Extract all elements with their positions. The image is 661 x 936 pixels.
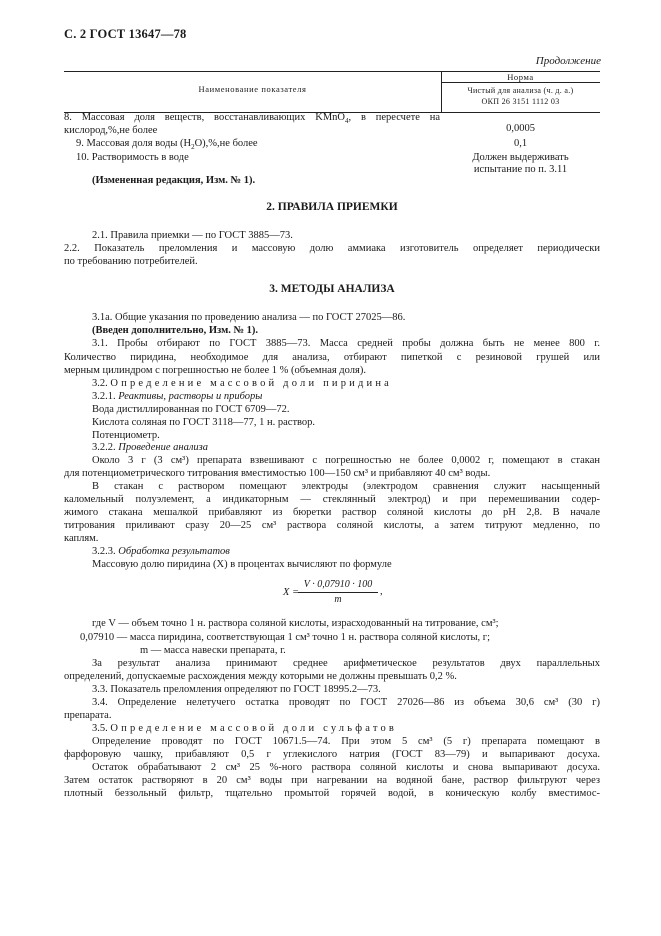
reagent-line: Потенциометр. (92, 430, 160, 441)
formula-comma: , (380, 586, 383, 597)
paragraph: 3.1. Пробы отбирают по ГОСТ 3885—73. Масса средней пробы должна быть не менее 800 г. (92, 338, 600, 349)
paragraph: каломельный полуэлемент, а индикаторным — стеклянный электрод) и при перемешивании содер- (64, 494, 600, 505)
subsection-heading (92, 377, 392, 391)
paragraph: Массовую долю пиридина (X) в процентах вычисляют по формуле (92, 559, 392, 570)
row-norm-line2: испытание по п. 3.11 (473, 164, 568, 175)
continuation-label: Продолжение (535, 55, 601, 67)
amendment-note: (Измененная редакция, Изм. № 1). (92, 175, 256, 186)
subsection-heading (92, 441, 208, 455)
subsection-title: Реактивы, растворы и приборы (118, 391, 263, 402)
paragraph: фарфоровую чашку, прибавляют 0,5 г углекислого натрия (ГОСТ 83—79) и выпаривают досуха. (64, 749, 600, 760)
subsection-number: 3.5. (92, 723, 108, 734)
col-grade-header: Чистый для анализа (ч. д. а.) (467, 86, 574, 95)
paragraph: плотный беззольный фильтр, тщательно промытой горячей водой, в коническую колбу вместимос- (64, 788, 600, 799)
table-divider (441, 82, 600, 83)
formula-numerator: V · 0,07910 · 100 (303, 579, 373, 590)
row-norm-line1: Должен выдерживать (472, 152, 569, 163)
section-title: 3. МЕТОДЫ АНАЛИЗА (269, 283, 395, 295)
col-name-header: Наименование показателя (198, 84, 307, 94)
subsection-number: 3.2.3. (92, 546, 116, 557)
subsection-title: Определение массовой доли пиридина (110, 378, 393, 389)
paragraph: по требованию потребителей. (64, 256, 198, 267)
paragraph: За результат анализа принимают среднее арифметическое результатов двух параллельных (92, 658, 600, 669)
where-line: 0,07910 — масса пиридина, соответствующая 1 см³ точно 1 н. раствора соляной кислоты, г; (80, 632, 491, 643)
paragraph: 3.3. Показатель преломления определяют по ГОСТ 18995.2—73. (92, 684, 381, 695)
paragraph: 3.4. Определение нелетучего остатка проводят по ГОСТ 27026—86 из объема 30,6 см³ (30 г) (92, 697, 600, 708)
formula-lhs: X = (283, 587, 300, 598)
subsection-title: Проведение анализа (118, 442, 209, 453)
row-label: 8. Массовая доля веществ, восстанавливающих KMnO (64, 112, 345, 123)
subsection-heading (92, 390, 262, 404)
row-norm: 0,1 (513, 138, 528, 149)
subsection-number: 3.2. (92, 378, 108, 389)
paragraph: определений, допускаемые расхождения между которыми не должны превышать 0,2 %. (64, 671, 457, 682)
paragraph: 2.1. Правила приемки — по ГОСТ 3885—73. (92, 230, 293, 241)
paragraph: Остаток обрабатывают 2 см³ 25 %-ного раствора соляной кислоты и снова выпаривают досуха. (92, 762, 600, 773)
formula-denominator: m (334, 594, 342, 605)
formula-bar (298, 592, 378, 593)
where-line: m — масса навески препарата, г. (140, 645, 286, 656)
paragraph: титрования приливают сразу 20—25 см³ раствора соляной кислоты, а затем титруют медленно, по (64, 520, 600, 531)
reagent-line: Кислота соляная по ГОСТ 3118—77, 1 н. раствор. (92, 417, 316, 428)
subsection-title: Определение массовой доли сульфатов (110, 723, 398, 734)
amendment-note: (Введен дополнительно, Изм. № 1). (92, 325, 259, 336)
paragraph: Затем остаток растворяют в 20 см³ воды при нагревании на водяной бане, раствор фильтруют через (64, 775, 600, 786)
paragraph: каплям. (64, 533, 99, 544)
paragraph: 2.2. Показатель преломления и массовую долю аммиака изготовитель определяет периодически (64, 243, 600, 254)
paragraph: препарата. (64, 710, 112, 721)
section-title: 2. ПРАВИЛА ПРИЕМКИ (266, 201, 398, 213)
table-row-label: 10. Растворимость в воде (76, 152, 189, 163)
row-norm: 0,0005 (506, 123, 535, 134)
paragraph: 3.1а. Общие указания по проведению анализа — по ГОСТ 27025—86. (92, 312, 406, 323)
paragraph: жимого стакана мешалкой прибавляют из бюретки раствор соляной кислоты до pH 2,8. В начале (64, 507, 600, 518)
col-okp-header: ОКП 26 3151 1112 03 (481, 97, 560, 106)
row-label-line2: кислород,%,не более (64, 125, 158, 136)
paragraph: для потенциометрического титрования вместимостью 100—150 см³ и прибавляют 40 см³ воды. (64, 468, 491, 479)
subsection-number: 3.2.2. (92, 442, 116, 453)
col-norm-header: Норма (507, 72, 534, 82)
where-line: где V — объем точно 1 н. раствора соляной кислоты, израсходованный на титрование, см³; (92, 618, 499, 629)
paragraph: Около 3 г (3 см³) препарата взвешивают с погрешностью не более 0,0002 г, помещают в стакан (92, 455, 600, 466)
row-label: 9. Массовая доля воды (H (76, 138, 192, 149)
spec-table-header (64, 71, 600, 113)
paragraph: мерным цилиндром с погрешностью не более 1 % (объемная доля). (64, 365, 366, 376)
subsection-heading (92, 722, 397, 736)
subsection-heading (92, 545, 230, 559)
subsection-number: 3.2.1. (92, 391, 116, 402)
row-label-tail: , в пересчете на (348, 112, 440, 123)
page-title: С. 2 ГОСТ 13647—78 (64, 27, 187, 41)
reagent-line: Вода дистиллированная по ГОСТ 6709—72. (92, 404, 290, 415)
paragraph: В стакан с раствором помещают электроды (электродом сравнения служит насыщенный (92, 481, 600, 492)
row-label-sub: 2 (191, 143, 195, 152)
subsection-title: Обработка результатов (118, 546, 230, 557)
paragraph: Количество пиридина, необходимое для анализа, отбирают пипеткой с резиновой грушей или (64, 352, 600, 363)
row-label-tail: O),%,не более (194, 138, 258, 149)
row-label-sub: 4 (344, 117, 349, 126)
paragraph: Определение проводят по ГОСТ 10671.5—74. При этом 5 см³ (5 г) препарата помещают в (92, 736, 600, 747)
